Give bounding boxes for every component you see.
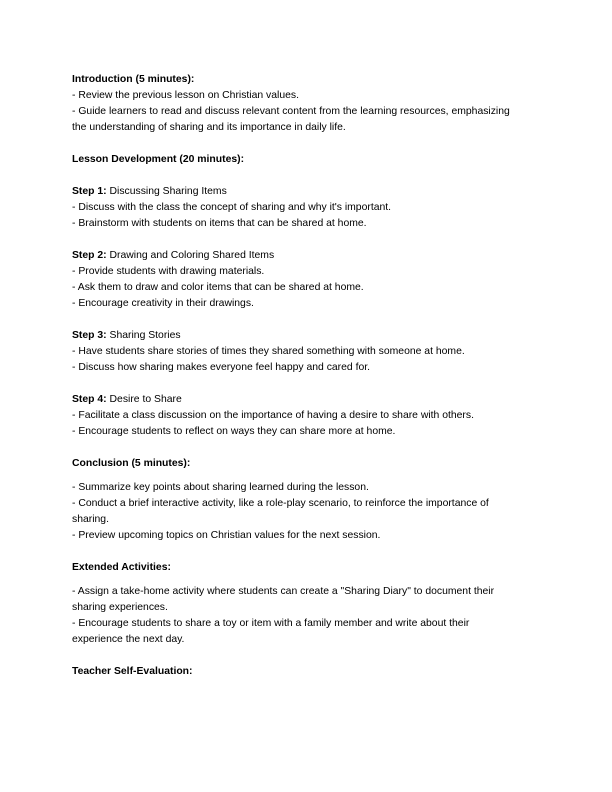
- step-title: Sharing Stories: [106, 330, 181, 341]
- introduction-line: - Guide learners to read and discuss relevant content from the learning resources, emphasizing: [72, 106, 510, 117]
- step-line: - Encourage creativity in their drawings.: [72, 298, 254, 309]
- step-line: - Facilitate a class discussion on the importance of having a desire to share with others.: [72, 410, 474, 421]
- introduction-heading: Introduction (5 minutes):: [72, 74, 195, 85]
- introduction-line: the understanding of sharing and its importance in daily life.: [72, 122, 346, 133]
- extended-line: experience the next day.: [72, 634, 185, 645]
- step-line: - Discuss how sharing makes everyone feel happy and cared for.: [72, 362, 371, 373]
- step-label: Step 3:: [72, 330, 107, 341]
- conclusion-heading: Conclusion (5 minutes):: [72, 458, 191, 469]
- step-heading: [72, 392, 542, 408]
- step-line: - Discuss with the class the concept of sharing and why it's important.: [72, 202, 392, 213]
- extended-line: - Assign a take-home activity where students can create a "Sharing Diary" to document their: [72, 586, 495, 597]
- step-line: - Provide students with drawing materials.: [72, 266, 265, 277]
- document-page: [72, 72, 542, 680]
- step-heading: [72, 248, 542, 264]
- step-line: - Encourage students to reflect on ways they can share more at home.: [72, 426, 396, 437]
- step-line: - Have students share stories of times they shared something with someone at home.: [72, 346, 465, 357]
- development-heading: Lesson Development (20 minutes):: [72, 154, 245, 165]
- conclusion-line: sharing.: [72, 514, 109, 525]
- step-line: - Ask them to draw and color items that can be shared at home.: [72, 282, 364, 293]
- conclusion-line: - Preview upcoming topics on Christian values for the next session.: [72, 530, 381, 541]
- extended-line: - Encourage students to share a toy or item with a family member and write about their: [72, 618, 470, 629]
- extended-heading: Extended Activities:: [72, 562, 171, 573]
- introduction-line: - Review the previous lesson on Christian values.: [72, 90, 299, 101]
- conclusion-line: - Conduct a brief interactive activity, like a role-play scenario, to reinforce the importance of: [72, 498, 489, 509]
- step-heading: [72, 328, 542, 344]
- step-label: Step 2:: [72, 250, 107, 261]
- step-label: Step 1:: [72, 186, 107, 197]
- step-title: Desire to Share: [106, 394, 182, 405]
- extended-line: sharing experiences.: [72, 602, 168, 613]
- step-title: Discussing Sharing Items: [106, 186, 227, 197]
- evaluation-heading: Teacher Self-Evaluation:: [72, 666, 193, 677]
- step-heading: [72, 184, 542, 200]
- conclusion-line: - Summarize key points about sharing learned during the lesson.: [72, 482, 369, 493]
- step-line: - Brainstorm with students on items that can be shared at home.: [72, 218, 367, 229]
- step-title: Drawing and Coloring Shared Items: [106, 250, 275, 261]
- step-label: Step 4:: [72, 394, 107, 405]
